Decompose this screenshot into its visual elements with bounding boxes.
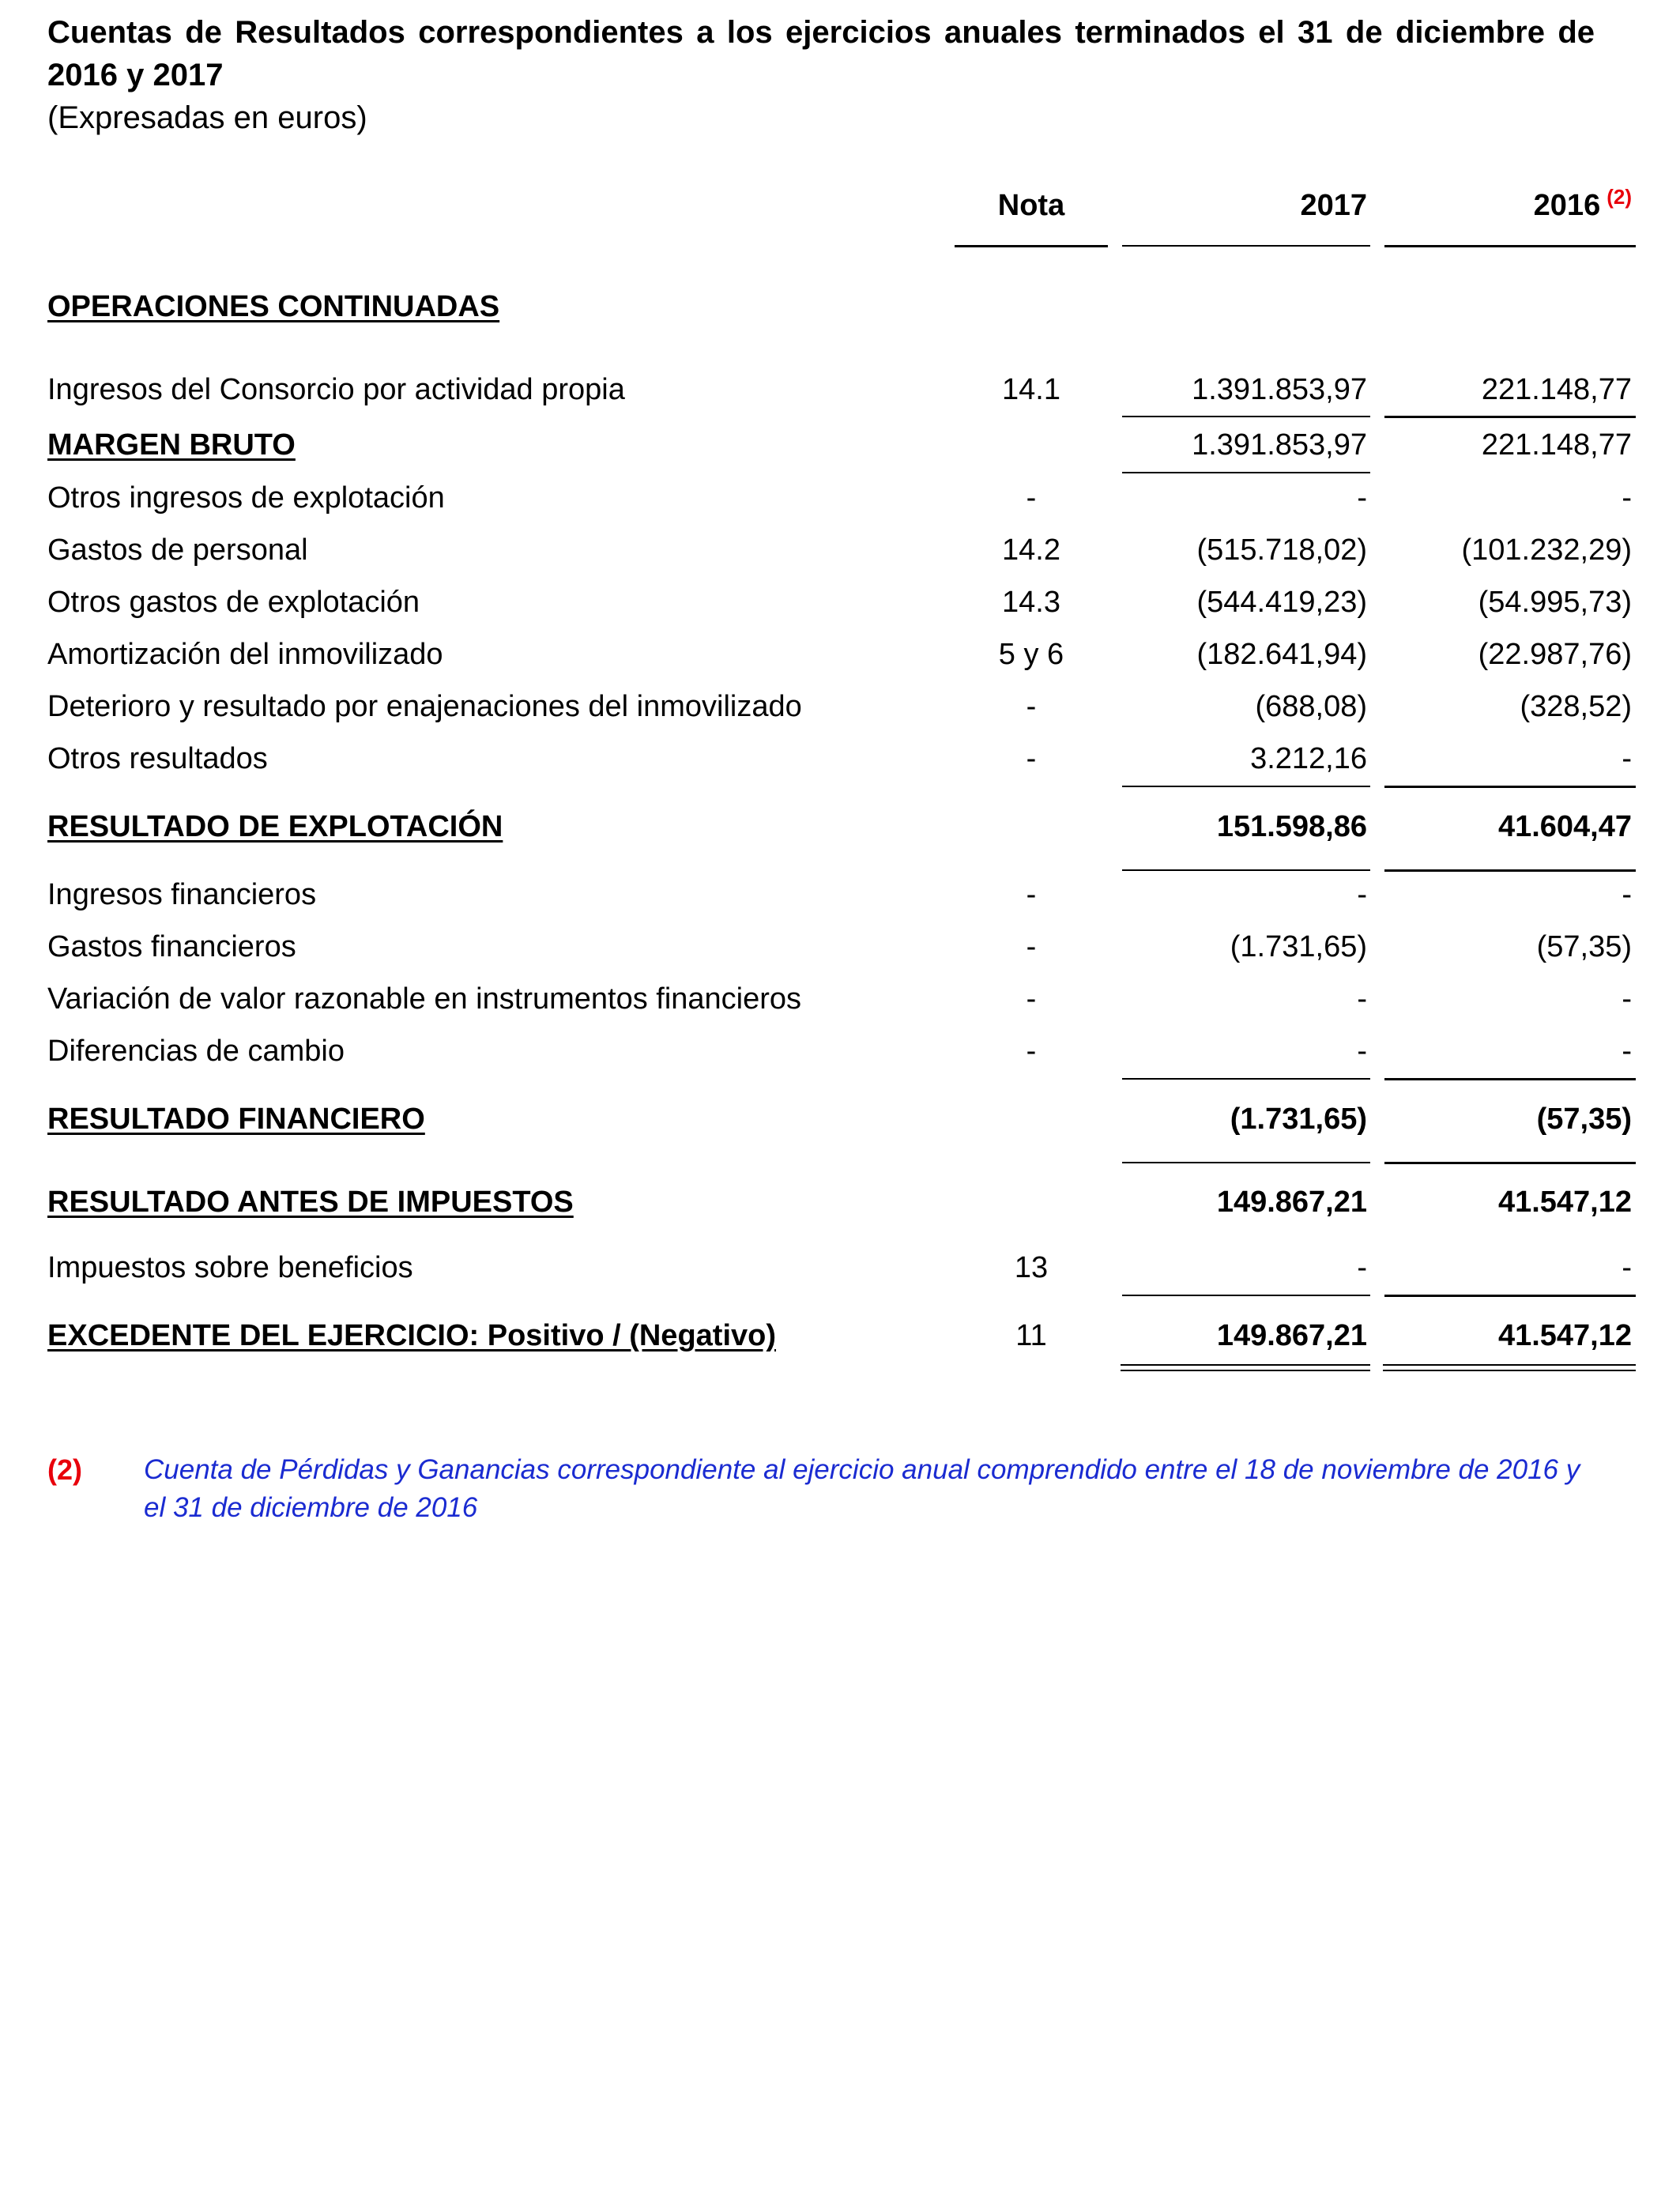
table-row — [0, 805, 1680, 849]
row-nota: - — [1026, 1035, 1037, 1068]
row-label: Gastos financieros — [47, 930, 296, 963]
row-label: Ingresos financieros — [47, 878, 317, 911]
table-row — [0, 1097, 1680, 1141]
row-label: EXCEDENTE DEL EJERCICIO: Positivo / (Negativo) — [47, 1319, 777, 1352]
row-value-2016: (57,35) — [1536, 930, 1632, 963]
row-nota: 14.2 — [1002, 533, 1060, 567]
row-label: RESULTADO DE EXPLOTACIÓN — [47, 810, 503, 843]
rule-2017 — [1122, 786, 1370, 787]
row-label: Otros resultados — [47, 742, 268, 775]
row-value-2016: - — [1622, 878, 1632, 911]
table-row — [0, 476, 1680, 520]
row-value-2017: 149.867,21 — [1216, 1319, 1367, 1352]
header-rule-2016 — [1384, 245, 1636, 247]
row-value-2017: 3.212,16 — [1250, 742, 1367, 775]
row-value-2016: - — [1622, 982, 1632, 1016]
row-label: Ingresos del Consorcio por actividad propia — [47, 373, 625, 406]
header-2017: 2017 — [1300, 189, 1367, 222]
rule-2016 — [1384, 1078, 1636, 1080]
row-nota: 14.1 — [1002, 373, 1060, 406]
row-value-2016: 41.547,12 — [1497, 1186, 1632, 1219]
table-row — [0, 580, 1680, 624]
section-title-row — [0, 285, 1680, 329]
section-title: OPERACIONES CONTINUADAS — [47, 290, 500, 323]
row-value-2016: 221.148,77 — [1481, 428, 1632, 462]
row-nota: - — [1026, 742, 1037, 775]
table-row — [0, 528, 1680, 572]
row-value-2016: (101.232,29) — [1461, 533, 1632, 567]
table-row — [0, 873, 1680, 917]
rule-2017 — [1122, 1162, 1370, 1163]
row-value-2016: 221.148,77 — [1481, 373, 1632, 406]
row-value-2017: (515.718,02) — [1196, 533, 1367, 567]
row-label: RESULTADO FINANCIERO — [47, 1103, 425, 1136]
table-row — [0, 737, 1680, 781]
rule-2017 — [1122, 869, 1370, 871]
double-rule-2017-top — [1121, 1364, 1370, 1366]
footnote-number: (2) — [47, 1453, 82, 1486]
row-nota: - — [1026, 481, 1037, 515]
row-value-2016: - — [1622, 1251, 1632, 1284]
row-value-2017: (1.731,65) — [1230, 930, 1367, 963]
rule-2016 — [1384, 786, 1636, 788]
row-label: Gastos de personal — [47, 533, 308, 567]
row-value-2017: - — [1357, 1251, 1367, 1284]
double-rule-2017-bottom — [1121, 1370, 1370, 1371]
row-value-2017: (544.419,23) — [1196, 586, 1367, 619]
row-value-2016: 41.547,12 — [1497, 1319, 1632, 1352]
table-row — [0, 925, 1680, 969]
row-value-2017: (1.731,65) — [1230, 1103, 1367, 1136]
row-value-2017: (182.641,94) — [1196, 638, 1367, 671]
header-nota: Nota — [997, 189, 1065, 222]
header-2016-footnote-ref: (2) — [1607, 185, 1632, 209]
row-value-2017: 149.867,21 — [1216, 1186, 1367, 1219]
row-value-2016: 41.604,47 — [1497, 810, 1632, 843]
rule-2017 — [1122, 1295, 1370, 1296]
table-row — [0, 1314, 1680, 1358]
table-header-row — [0, 183, 1680, 228]
header-rule-2017 — [1122, 245, 1370, 247]
double-rule-2016-top — [1383, 1364, 1636, 1366]
row-nota: - — [1026, 878, 1037, 911]
page-subtitle: (Expresadas en euros) — [47, 100, 367, 135]
row-nota: - — [1026, 930, 1037, 963]
rule-2017 — [1122, 1078, 1370, 1080]
rule-2016 — [1384, 1162, 1636, 1164]
row-value-2016: (54.995,73) — [1478, 586, 1632, 619]
row-nota: - — [1026, 982, 1037, 1016]
rule-2017 — [1122, 472, 1370, 473]
row-label: Otros ingresos de explotación — [47, 481, 445, 515]
rule-2016 — [1384, 1295, 1636, 1297]
rule-2016 — [1384, 416, 1636, 418]
row-nota: 13 — [1014, 1251, 1049, 1284]
row-value-2017: 1.391.853,97 — [1192, 373, 1367, 406]
table-row — [0, 423, 1680, 467]
row-value-2017: - — [1357, 481, 1367, 515]
header-2016-label: 2016 — [1533, 189, 1601, 222]
row-value-2016: (328,52) — [1520, 690, 1632, 723]
row-value-2017: 151.598,86 — [1216, 810, 1367, 843]
row-label: Deterioro y resultado por enajenaciones del inmovilizado — [47, 690, 802, 723]
row-label: Diferencias de cambio — [47, 1035, 345, 1068]
rule-2017 — [1122, 416, 1370, 417]
row-label: Amortización del inmovilizado — [47, 638, 443, 671]
page-title: Cuentas de Resultados correspondientes a los ejercicios anuales terminados el 31 de diciembre de 2016 y 2017 — [47, 15, 1595, 92]
table-row — [0, 368, 1680, 412]
double-rule-2016-bottom — [1383, 1370, 1636, 1371]
header-rule-nota — [955, 245, 1108, 247]
table-row — [0, 684, 1680, 729]
row-label: Impuestos sobre beneficios — [47, 1251, 413, 1284]
footnote-text: Cuenta de Pérdidas y Ganancias correspondiente al ejercicio anual comprendido entre el 18 de noviembre de 2016 y el 31 de diciembre de 2016 — [144, 1454, 1580, 1523]
row-value-2016: - — [1622, 1035, 1632, 1068]
header-2016 — [1379, 183, 1632, 228]
row-value-2016: (22.987,76) — [1478, 638, 1632, 671]
row-value-2016: - — [1622, 742, 1632, 775]
table-row — [0, 1029, 1680, 1073]
row-value-2016: - — [1622, 481, 1632, 515]
row-label: Otros gastos de explotación — [47, 586, 420, 619]
row-value-2017: - — [1357, 1035, 1367, 1068]
row-label: Variación de valor razonable en instrumentos financieros — [47, 982, 802, 1016]
row-label: RESULTADO ANTES DE IMPUESTOS — [47, 1186, 574, 1219]
row-value-2017: (688,08) — [1255, 690, 1367, 723]
row-nota: 14.3 — [1002, 586, 1060, 619]
row-nota: - — [1026, 690, 1037, 723]
row-value-2017: - — [1357, 878, 1367, 911]
row-label: MARGEN BRUTO — [47, 428, 296, 462]
rule-2016 — [1384, 869, 1636, 872]
row-nota: 11 — [1015, 1319, 1047, 1352]
row-value-2017: - — [1357, 982, 1367, 1016]
row-value-2016: (57,35) — [1536, 1103, 1632, 1136]
row-value-2017: 1.391.853,97 — [1192, 428, 1367, 462]
table-row — [0, 1246, 1680, 1290]
table-row — [0, 977, 1680, 1021]
table-row — [0, 1180, 1680, 1224]
row-nota: 5 y 6 — [998, 638, 1064, 671]
table-row — [0, 632, 1680, 677]
